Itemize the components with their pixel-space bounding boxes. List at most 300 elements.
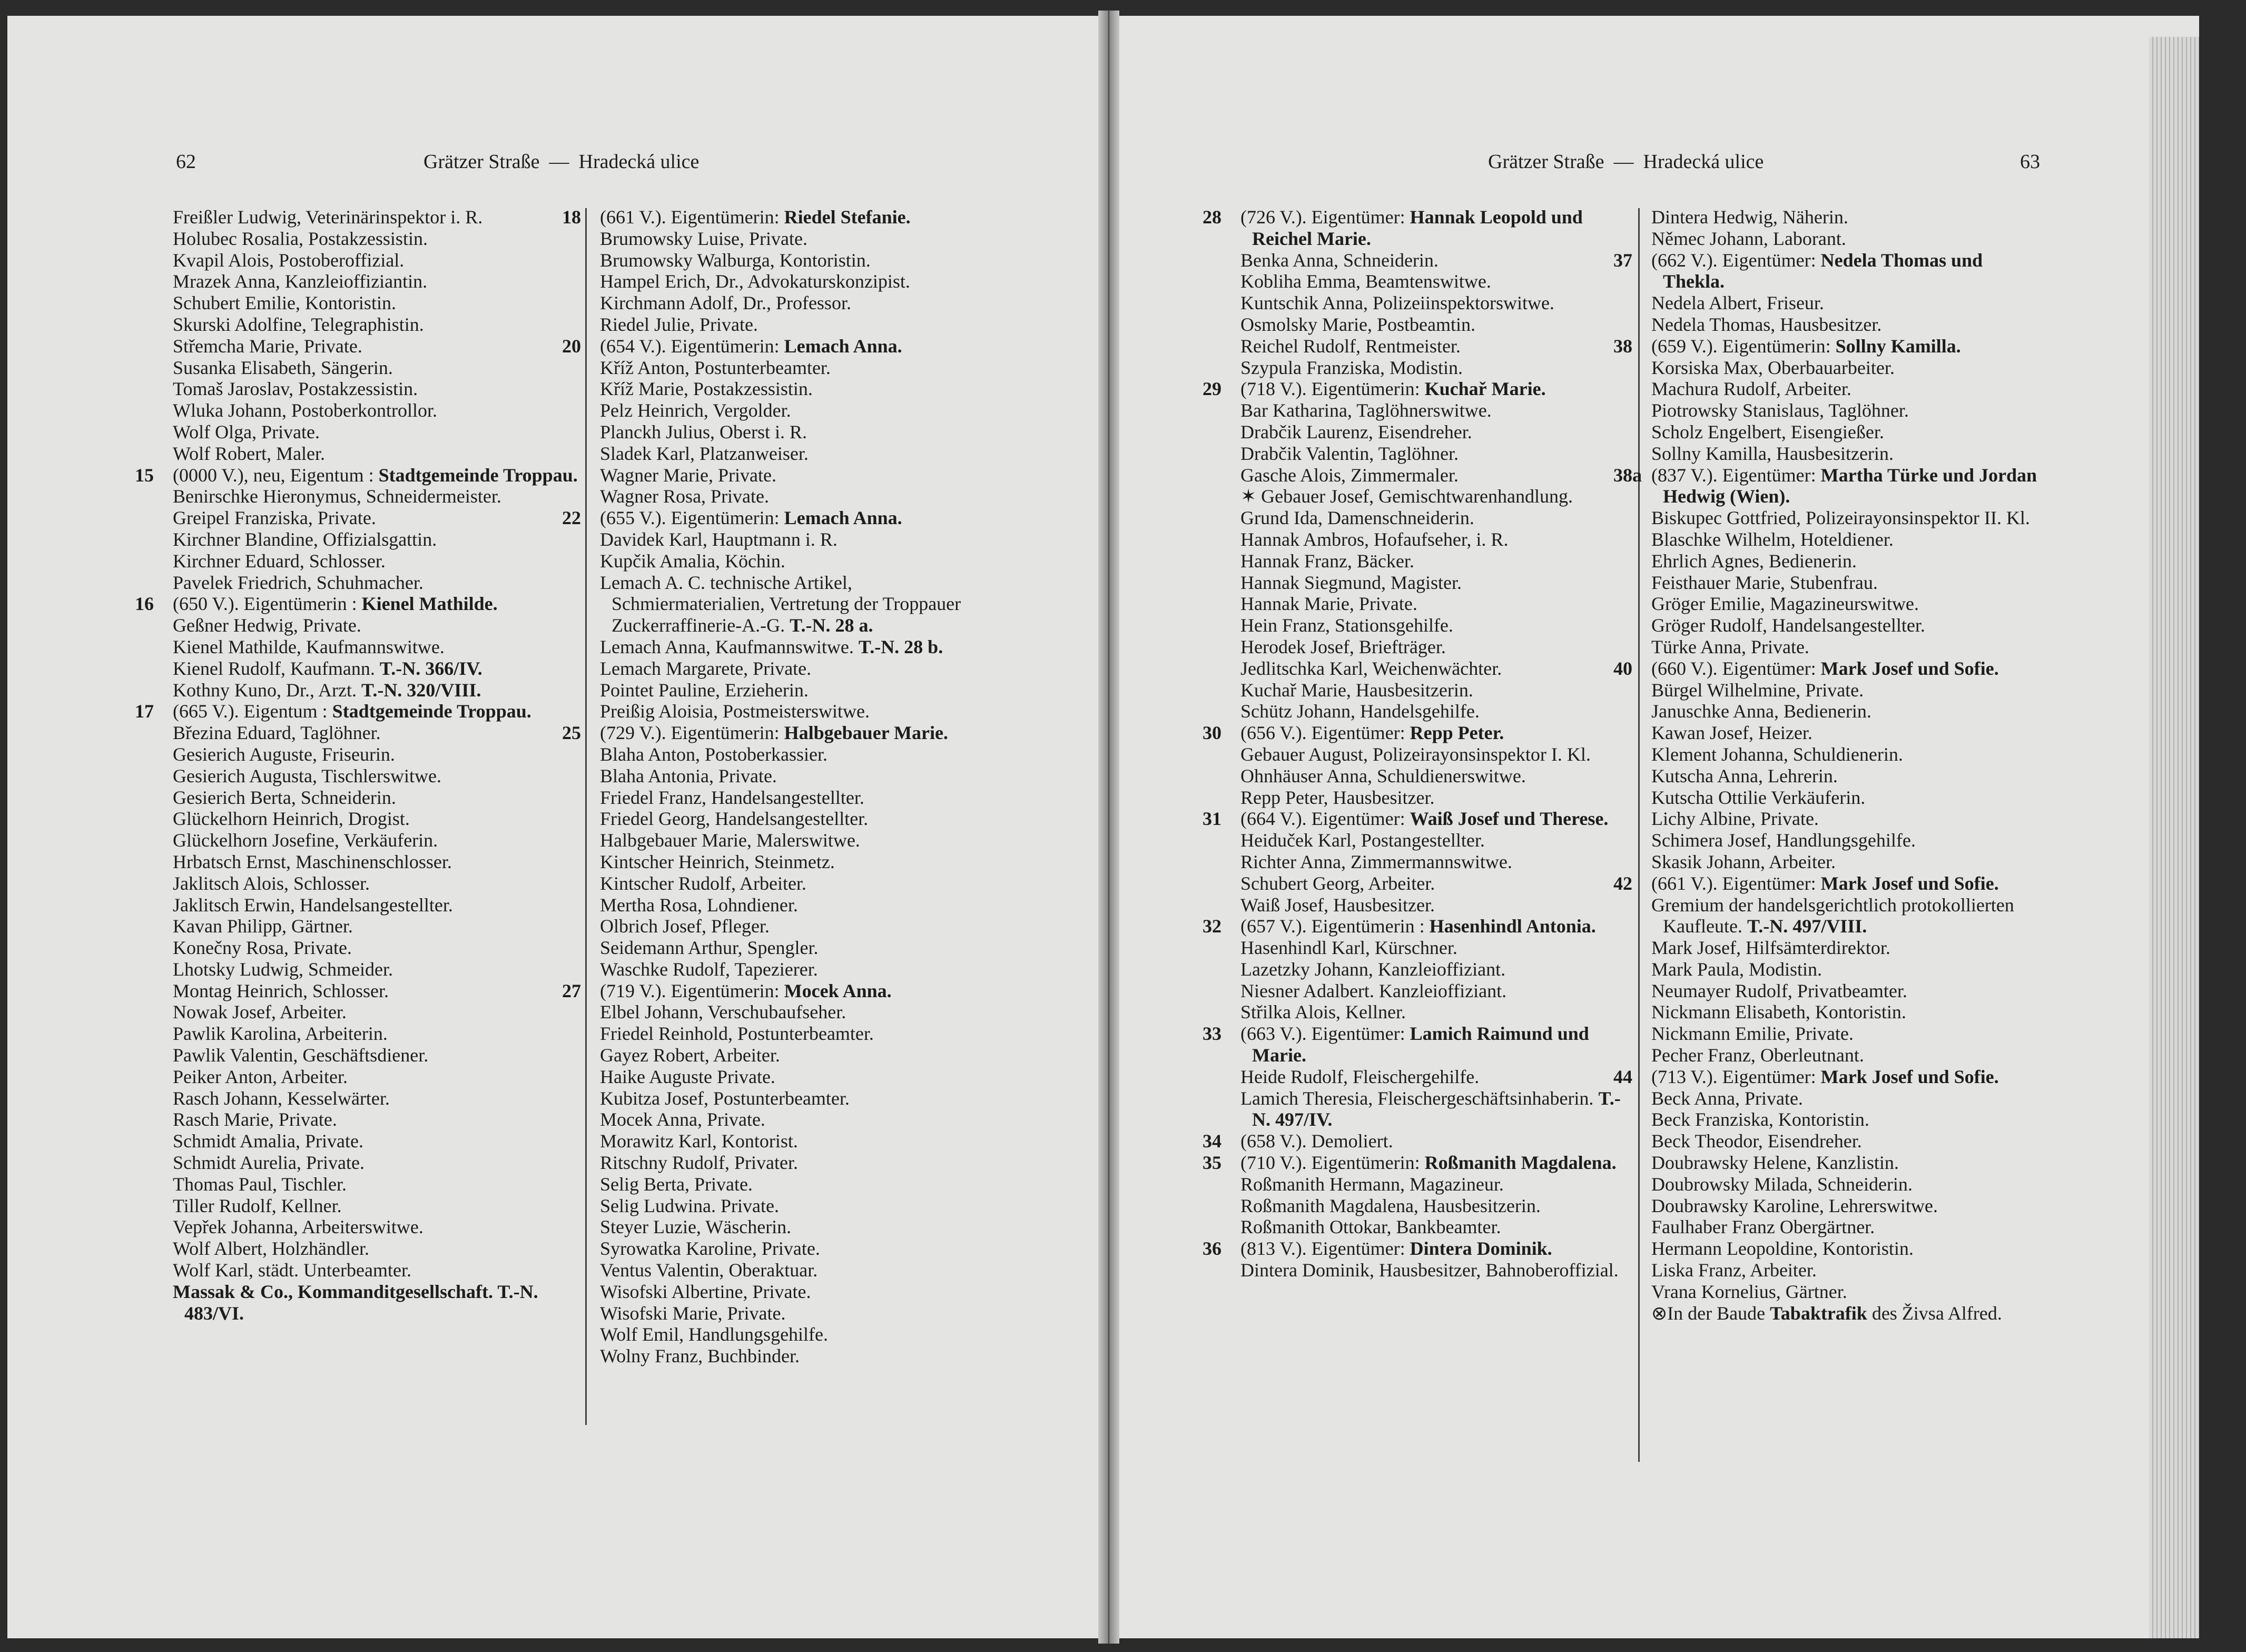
entry-text <box>1651 1174 2041 1195</box>
left-page <box>7 16 1106 1638</box>
entry-text <box>1240 336 1630 357</box>
entry-bold-text: Roßmanith Magdalena. <box>1424 1152 1617 1174</box>
entry-text <box>1651 980 2041 1002</box>
entry-text <box>600 336 1000 357</box>
entry-text <box>600 1238 1000 1260</box>
entry-text <box>1240 206 1630 250</box>
entry-main-text: (665 V.). Eigentum : <box>173 701 328 722</box>
entry-text <box>600 744 1000 765</box>
resident-entry <box>173 1045 578 1066</box>
resident-entry <box>173 1001 578 1023</box>
entry-text <box>1651 1130 2041 1152</box>
entry-main-text: Gröger Emilie, Magazineurswitwe. <box>1651 593 1919 615</box>
resident-entry <box>600 271 1000 292</box>
column-4 <box>1613 206 2041 1324</box>
entry-main-text: Olbrich Josef, Pfleger. <box>600 916 770 937</box>
entry-main-text: Pelz Heinrich, Vergolder. <box>600 400 791 421</box>
resident-entry <box>1240 443 1630 465</box>
entry-text <box>173 1045 578 1066</box>
entry-text <box>173 701 578 722</box>
house-entry <box>562 335 1000 357</box>
resident-entry <box>173 1238 578 1260</box>
entry-bold-text: Repp Peter. <box>1410 722 1504 744</box>
entry-text <box>1651 336 2041 357</box>
entry-main-text: Wisofski Marie, Private. <box>600 1302 786 1324</box>
entry-text <box>1240 1130 1630 1152</box>
entry-main-text: Ehrlich Agnes, Bedienerin. <box>1651 550 1857 572</box>
entry-text <box>600 1195 1000 1217</box>
resident-entry <box>1240 292 1630 314</box>
entry-text <box>1651 873 2041 894</box>
entry-text <box>600 959 1000 980</box>
resident-entry <box>1651 550 2041 572</box>
header-dash: — <box>1613 151 1634 173</box>
entry-text <box>173 572 578 594</box>
entry-text <box>600 658 1000 680</box>
entry-text <box>1240 744 1630 765</box>
entry-text <box>600 1088 1000 1109</box>
resident-entry <box>1240 787 1630 809</box>
house-entry <box>135 464 578 486</box>
entry-text <box>1240 959 1630 980</box>
resident-entry <box>600 1045 1000 1066</box>
entry-text <box>600 529 1000 550</box>
entry-main-text: Kienel Rudolf, Kaufmann. <box>173 657 375 679</box>
resident-entry <box>1651 1045 2041 1066</box>
entry-main-text: Drabčik Valentin, Taglöhner. <box>1240 442 1459 464</box>
entry-text <box>173 1174 578 1195</box>
entry-main-text: (813 V.). Eigentümer: <box>1240 1238 1405 1260</box>
house-number: 30 <box>1203 722 1221 744</box>
entry-text <box>1651 808 2041 830</box>
page-number-left: 62 <box>176 151 196 173</box>
entry-text <box>1240 787 1630 809</box>
entry-main-text: Kutscha Anna, Lehrerin. <box>1651 765 1838 786</box>
entry-text <box>173 787 578 809</box>
entry-text <box>1240 1088 1630 1131</box>
house-entry <box>562 722 1000 744</box>
entry-text <box>1651 292 2041 314</box>
resident-entry <box>1240 765 1630 787</box>
entry-main-text: Kuntschik Anna, Polizeiinspektorswitwe. <box>1240 292 1554 314</box>
entry-bold-text: Martha Türke und Jordan Hedwig (Wien). <box>1663 464 2037 507</box>
resident-entry <box>1651 894 2041 938</box>
entry-main-text: Lemach A. C. technische Artikel, Schmiermaterialien, Vertretung der Troppauer Zuckerraffinerie-A.-G. <box>600 572 961 636</box>
entry-main-text: Tomaš Jaroslav, Postakzessistin. <box>173 378 418 400</box>
resident-entry <box>1651 228 2041 250</box>
entry-text <box>1240 421 1630 443</box>
entry-main-text: Mertha Rosa, Lohndiener. <box>600 894 798 916</box>
entry-main-text: Syrowatka Karoline, Private. <box>600 1238 820 1260</box>
entry-main-text: Jaklitsch Erwin, Handelsangestellter. <box>173 894 453 916</box>
resident-entry <box>1651 1001 2041 1023</box>
resident-entry <box>173 851 578 873</box>
entry-main-text: Ritschny Rudolf, Privater. <box>600 1152 798 1174</box>
entry-main-text: Nickmann Elisabeth, Kontoristin. <box>1651 1001 1906 1023</box>
entry-text <box>173 336 578 357</box>
entry-main-text: Schubert Georg, Arbeiter. <box>1240 872 1435 894</box>
resident-entry <box>600 658 1000 680</box>
entry-main-text: Türke Anna, Private. <box>1651 636 1809 657</box>
entry-text <box>1240 1216 1630 1238</box>
resident-entry <box>1651 808 2041 830</box>
resident-entry <box>1240 959 1630 980</box>
entry-main-text: Kupčik Amalia, Köchin. <box>600 550 785 572</box>
house-entry <box>1613 872 2041 894</box>
entry-main-text: Kintscher Rudolf, Arbeiter. <box>600 872 806 894</box>
entry-main-text: Mark Josef, Hilfsämterdirektor. <box>1651 937 1890 959</box>
entry-main-text: Gayez Robert, Arbeiter. <box>600 1045 780 1066</box>
entry-text <box>1240 636 1630 658</box>
house-entry <box>1613 335 2041 357</box>
resident-entry <box>600 765 1000 787</box>
resident-entry <box>600 1174 1000 1195</box>
resident-entry <box>1651 1023 2041 1045</box>
entry-main-text: Hasenhindl Karl, Kürschner. <box>1240 937 1457 959</box>
entry-main-text: Planckh Julius, Oberst i. R. <box>600 421 807 442</box>
house-number: 38a <box>1613 464 1642 486</box>
resident-entry <box>173 1130 578 1152</box>
entry-main-text: Roßmanith Magdalena, Hausbesitzerin. <box>1240 1195 1541 1216</box>
entry-main-text: Brumowsky Luise, Private. <box>600 228 807 249</box>
entry-main-text: (726 V.). Eigentümer: <box>1240 206 1405 228</box>
entry-text <box>600 465 1000 486</box>
resident-entry <box>173 529 578 550</box>
entry-main-text: Sladek Karl, Platzanweiser. <box>600 442 809 464</box>
entry-main-text: Pointet Pauline, Erzieherin. <box>600 679 809 701</box>
entry-main-text: Wolf Olga, Private. <box>173 421 320 442</box>
entry-bold-text: Mark Josef und Sofie. <box>1820 872 1999 894</box>
resident-entry <box>600 851 1000 873</box>
entry-text <box>600 1109 1000 1130</box>
resident-entry <box>600 701 1000 722</box>
resident-entry <box>1240 465 1630 486</box>
page-edges <box>2149 37 2199 1638</box>
entry-main-text: Kvapil Alois, Postoberoffizial. <box>173 249 405 271</box>
resident-entry <box>1240 1088 1630 1131</box>
entry-bold-text: Stadtgemeinde Troppau. <box>332 701 531 722</box>
entry-main-text: Friedel Georg, Handelsangestellter. <box>600 808 869 830</box>
entry-main-text: Steyer Luzie, Wäscherin. <box>600 1216 792 1238</box>
entry-main-text: Glückelhorn Heinrich, Drogist. <box>173 808 410 830</box>
resident-entry <box>1240 336 1630 357</box>
house-number: 33 <box>1203 1023 1221 1045</box>
house-entry <box>1203 916 1630 937</box>
entry-bold-text: Stadtgemeinde Troppau. <box>378 464 578 486</box>
entry-main-text: Halbgebauer Marie, Malerswitwe. <box>600 830 860 851</box>
resident-entry <box>173 744 578 765</box>
entry-text <box>1651 959 2041 980</box>
entry-main-text: Doubrowsky Milada, Schneiderin. <box>1651 1173 1913 1195</box>
resident-entry <box>1240 250 1630 271</box>
entry-main-text: (658 V.). Demoliert. <box>1240 1130 1393 1152</box>
resident-entry <box>173 421 578 443</box>
entry-text <box>1240 507 1630 529</box>
resident-entry <box>1240 830 1630 851</box>
entry-text <box>600 1281 1000 1303</box>
page-number-right: 63 <box>2020 151 2040 173</box>
entry-main-text: Bürgel Wilhelmine, Private. <box>1651 679 1864 701</box>
entry-text <box>600 765 1000 787</box>
entry-text <box>1240 465 1630 486</box>
entry-main-text: Freißler Ludwig, Veterinärinspektor i. R. <box>173 206 483 228</box>
entry-text <box>1651 1109 2041 1130</box>
entry-text <box>600 980 1000 1002</box>
entry-main-text: Riedel Julie, Private. <box>600 313 758 335</box>
entry-bold-text: Mark Josef und Sofie. <box>1820 1066 1999 1087</box>
entry-text <box>600 1303 1000 1324</box>
house-entry <box>1613 249 2041 293</box>
resident-entry <box>173 680 578 701</box>
right-page <box>1109 16 2199 1638</box>
entry-main-text: Kirchner Blandine, Offizialsgattin. <box>173 528 437 550</box>
resident-entry <box>173 1066 578 1088</box>
house-entry <box>135 701 578 722</box>
resident-entry <box>1651 851 2041 873</box>
resident-entry <box>1651 1281 2041 1303</box>
entry-main-text: Davidek Karl, Hauptmann i. R. <box>600 528 838 550</box>
resident-entry <box>1240 421 1630 443</box>
entry-text <box>173 1281 578 1324</box>
entry-text <box>173 357 578 379</box>
entry-main-text: (710 V.). Eigentümerin: <box>1240 1152 1420 1174</box>
resident-entry <box>173 443 578 465</box>
entry-main-text: Grund Ida, Damenschneiderin. <box>1240 507 1474 529</box>
house-entry <box>1203 722 1630 744</box>
entry-main-text: Szypula Franziska, Modistin. <box>1240 357 1463 378</box>
entry-text <box>600 680 1000 701</box>
entry-main-text: (663 V.). Eigentümer: <box>1240 1023 1405 1045</box>
resident-entry <box>1651 572 2041 594</box>
entry-text <box>1240 314 1630 336</box>
house-number: 16 <box>135 593 154 615</box>
entry-text <box>173 722 578 744</box>
entry-main-text: Richter Anna, Zimmermannswitwe. <box>1240 851 1512 872</box>
entry-bold-text: Mocek Anna. <box>784 980 892 1001</box>
entry-text <box>1651 680 2041 701</box>
resident-entry <box>1240 1066 1630 1088</box>
entry-text <box>1651 550 2041 572</box>
resident-entry <box>600 250 1000 271</box>
entry-text <box>173 550 578 572</box>
entry-text <box>1240 250 1630 271</box>
entry-main-text: Pawlik Karolina, Arbeiterin. <box>173 1023 388 1045</box>
entry-main-text: Roßmanith Hermann, Magazineur. <box>1240 1173 1504 1195</box>
entry-text <box>600 1001 1000 1023</box>
entry-main-text: Lamich Theresia, Fleischergeschäftsinhaberin. <box>1240 1087 1594 1109</box>
entry-main-text: Hermann Leopoldine, Kontoristin. <box>1651 1238 1914 1260</box>
entry-main-text: Mocek Anna, Private. <box>600 1109 765 1130</box>
entry-main-text: (718 V.). Eigentümerin: <box>1240 378 1420 400</box>
entry-text <box>600 1345 1000 1367</box>
entry-text <box>1240 1174 1630 1195</box>
entry-text <box>1651 1238 2041 1260</box>
resident-entry <box>1240 658 1630 680</box>
entry-text <box>1651 572 2041 594</box>
resident-entry <box>1651 1088 2041 1109</box>
resident-entry <box>1240 572 1630 594</box>
entry-main-text: (660 V.). Eigentümer: <box>1651 657 1816 679</box>
resident-entry <box>1651 980 2041 1002</box>
entry-text <box>1651 744 2041 765</box>
resident-entry <box>1240 1195 1630 1217</box>
entry-text <box>1240 378 1630 400</box>
resident-entry <box>1651 636 2041 658</box>
entry-main-text: Mrazek Anna, Kanzleioffiziantin. <box>173 271 428 292</box>
entry-text <box>600 1066 1000 1088</box>
resident-entry <box>1240 636 1630 658</box>
entry-text <box>1651 1001 2041 1023</box>
house-number: 29 <box>1203 378 1221 400</box>
entry-text <box>173 916 578 937</box>
entry-main-text: Wolf Albert, Holzhändler. <box>173 1238 370 1260</box>
entry-main-text: Nickmann Emilie, Private. <box>1651 1023 1854 1045</box>
entry-main-text: Blaha Antonia, Private. <box>600 765 777 786</box>
resident-entry <box>173 937 578 959</box>
resident-entry <box>173 314 578 336</box>
resident-entry <box>600 937 1000 959</box>
entry-main-text: Ventus Valentin, Oberaktuar. <box>600 1260 818 1281</box>
entry-main-text: Selig Ludwina. Private. <box>600 1195 779 1216</box>
resident-entry <box>1240 593 1630 615</box>
entry-text <box>1651 830 2041 851</box>
entry-bold-text: Massak & Co., Kommanditgesellschaft. T.-N. 483/VI. <box>173 1281 538 1324</box>
entry-text <box>600 486 1000 507</box>
entry-text <box>600 1324 1000 1345</box>
house-entry <box>1203 1152 1630 1174</box>
house-entry <box>1613 464 2041 508</box>
entry-main-text: Gasche Alois, Zimmermaler. <box>1240 464 1459 486</box>
resident-entry <box>600 830 1000 851</box>
entry-main-text: Piotrowsky Stanislaus, Taglöhner. <box>1651 400 1909 421</box>
entry-text <box>1651 593 2041 615</box>
resident-entry <box>600 550 1000 572</box>
entry-main-text: Osmolsky Marie, Postbeamtin. <box>1240 313 1475 335</box>
resident-entry <box>1651 1174 2041 1195</box>
entry-text <box>1240 1066 1630 1088</box>
resident-entry <box>1240 550 1630 572</box>
entry-text <box>600 357 1000 379</box>
resident-entry <box>1240 1216 1630 1238</box>
resident-entry <box>173 1152 578 1174</box>
resident-entry <box>173 615 578 636</box>
house-number: 25 <box>562 722 581 744</box>
entry-text <box>1240 1152 1630 1174</box>
entry-main-text: Schmidt Aurelia, Private. <box>173 1152 365 1174</box>
entry-text <box>1240 1023 1630 1066</box>
street-name-cs: Hradecká ulice <box>1643 151 1764 173</box>
entry-text <box>173 529 578 550</box>
resident-entry <box>1651 593 2041 615</box>
street-name-de: Grätzer Straße <box>1488 151 1604 173</box>
entry-main-text: Gesierich Auguste, Friseurin. <box>173 743 395 765</box>
entry-text <box>173 851 578 873</box>
resident-entry <box>173 765 578 787</box>
house-entry <box>562 206 1000 228</box>
entry-text <box>173 228 578 250</box>
entry-text <box>1651 1303 2041 1324</box>
entry-text <box>173 1001 578 1023</box>
entry-text <box>173 292 578 314</box>
entry-main-text: Hein Franz, Stationsgehilfe. <box>1240 615 1453 636</box>
resident-entry <box>600 421 1000 443</box>
resident-entry <box>600 529 1000 550</box>
entry-main-text: Wagner Marie, Private. <box>600 464 776 486</box>
entry-main-text: Lichy Albine, Private. <box>1651 808 1819 830</box>
entry-text <box>173 1088 578 1109</box>
house-number: 31 <box>1203 808 1221 830</box>
resident-entry <box>1651 1109 2041 1130</box>
entry-text <box>173 421 578 443</box>
resident-entry <box>600 228 1000 250</box>
entry-text <box>1651 529 2041 550</box>
entry-text <box>1651 701 2041 722</box>
column-divider <box>585 208 587 1425</box>
entry-text <box>1240 701 1630 722</box>
entry-main-text: Neumayer Rudolf, Privatbeamter. <box>1651 980 1907 1001</box>
entry-main-text: Morawitz Karl, Kontorist. <box>600 1130 798 1152</box>
entry-trailing-text: des Živsa Alfred. <box>1871 1302 2002 1324</box>
resident-entry <box>173 980 578 1002</box>
resident-entry <box>173 507 578 529</box>
entry-main-text: Lemach Anna, Kaufmannswitwe. <box>600 636 854 657</box>
resident-entry <box>1240 937 1630 959</box>
entry-main-text: Reichel Rudolf, Rentmeister. <box>1240 335 1461 357</box>
entry-main-text: (661 V.). Eigentümer: <box>1651 872 1816 894</box>
entry-text <box>600 378 1000 400</box>
entry-text <box>1240 400 1630 421</box>
resident-entry <box>173 572 578 594</box>
resident-entry <box>1651 787 2041 809</box>
entry-main-text: Heide Rudolf, Fleischergehilfe. <box>1240 1066 1480 1087</box>
entry-text <box>1240 894 1630 916</box>
entry-main-text: Machura Rudolf, Arbeiter. <box>1651 378 1851 400</box>
entry-main-text: Scholz Engelbert, Eisengießer. <box>1651 421 1884 442</box>
resident-entry <box>1240 1001 1630 1023</box>
entry-bold-text: T.-N. 497/IV. <box>1252 1087 1621 1130</box>
entry-main-text: Hampel Erich, Dr., Advokaturskonzipist. <box>600 271 910 292</box>
entry-text <box>1240 615 1630 636</box>
resident-entry <box>173 271 578 292</box>
resident-entry <box>173 1174 578 1195</box>
entry-bold-text: Kuchař Marie. <box>1424 378 1546 400</box>
resident-entry <box>600 873 1000 894</box>
resident-entry <box>1651 959 2041 980</box>
resident-entry <box>1651 615 2041 636</box>
entry-bold-text: Kienel Mathilde. <box>361 593 498 615</box>
entry-text <box>1240 680 1630 701</box>
entry-bold-text: Riedel Stefanie. <box>784 206 911 228</box>
entry-text <box>1240 916 1630 937</box>
entry-text <box>1240 572 1630 594</box>
entry-text <box>600 1216 1000 1238</box>
entry-bold-text: Mark Josef und Sofie. <box>1820 657 1999 679</box>
resident-entry <box>1651 937 2041 959</box>
resident-entry <box>1651 400 2041 421</box>
house-entry <box>1613 657 2041 680</box>
entry-main-text: Skasik Johann, Arbeiter. <box>1651 851 1836 872</box>
entry-main-text: Střilka Alois, Kellner. <box>1240 1001 1406 1023</box>
entry-text <box>1240 271 1630 292</box>
resident-entry <box>600 916 1000 937</box>
resident-entry <box>1651 765 2041 787</box>
entry-text <box>173 830 578 851</box>
entry-bold-text: Sollny Kamilla. <box>1835 335 1961 357</box>
entry-text <box>600 443 1000 465</box>
entry-text <box>600 206 1000 228</box>
resident-entry <box>1651 443 2041 465</box>
resident-entry <box>1240 1260 1630 1281</box>
